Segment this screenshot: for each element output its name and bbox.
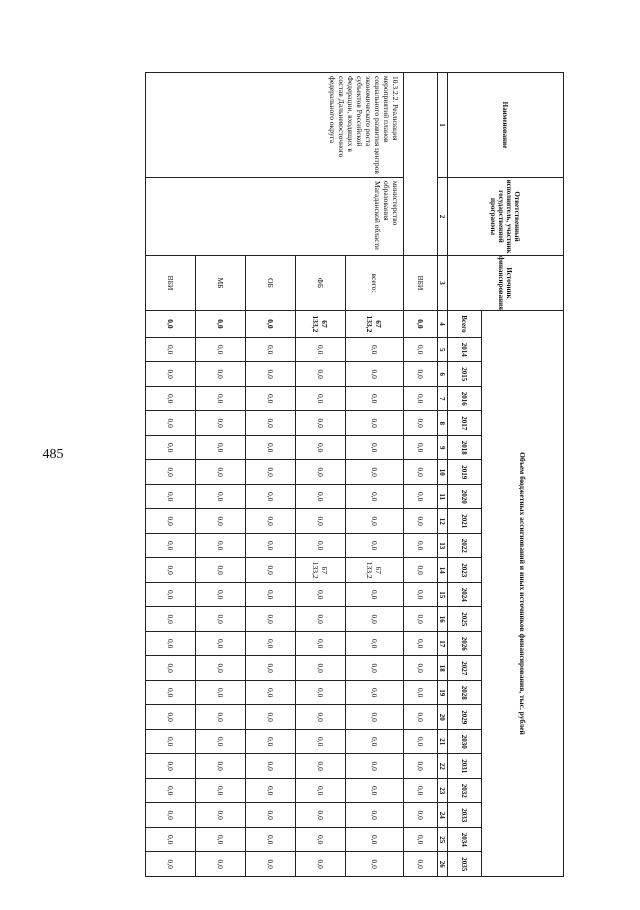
table-cell: 0,0 [346, 607, 404, 632]
table-cell: 0,0 [346, 827, 404, 852]
table-cell: 0,0 [246, 656, 296, 681]
table-cell: 0,0 [246, 362, 296, 387]
table-row-top [404, 73, 438, 877]
column-number: 18 [438, 656, 448, 681]
table-cell: 0,0 [196, 631, 246, 656]
table-cell: 0,0 [346, 533, 404, 558]
table-cell: 0,0 [296, 582, 346, 607]
table-cell: 0,0 [404, 484, 438, 509]
table-cell: 0,0 [246, 803, 296, 828]
page-number: 485 [42, 447, 64, 462]
table-cell: 0,0 [196, 680, 246, 705]
column-number: 22 [438, 754, 448, 779]
table-cell: 0,0 [246, 484, 296, 509]
header-volume: Объем бюджетных ассигнований и иных источников финансирования, тыс. рублей [482, 310, 564, 876]
header-year-2034: 2034 [448, 827, 482, 852]
table-cell: 0,0 [146, 656, 196, 681]
header-year-2025: 2025 [448, 607, 482, 632]
header-source: Источник финансирования [448, 256, 564, 311]
table-cell: 0,0 [196, 435, 246, 460]
table-cell: 0,0 [246, 337, 296, 362]
source-cell: ОБ [246, 256, 296, 311]
table-cell: 0,0 [196, 337, 246, 362]
table-cell: 0,0 [404, 582, 438, 607]
table-cell: 0,0 [296, 337, 346, 362]
table-cell: 0,0 [246, 754, 296, 779]
table-cell: 0,0 [196, 411, 246, 436]
table-cell: 0,0 [404, 607, 438, 632]
table-cell: 0,0 [346, 582, 404, 607]
table-cell: 0,0 [296, 852, 346, 877]
header-year-2026: 2026 [448, 631, 482, 656]
column-number-row [438, 73, 448, 877]
table-cell: 0,0 [196, 582, 246, 607]
source-cell: ВБИ [146, 256, 196, 311]
table-cell: 0,0 [346, 435, 404, 460]
table-cell: 0,0 [296, 607, 346, 632]
table-cell: 0,0 [246, 729, 296, 754]
table-cell: 0,0 [296, 631, 346, 656]
column-number: 19 [438, 680, 448, 705]
table-cell: 0,0 [404, 705, 438, 730]
header-total: Всего [448, 310, 482, 337]
table-cell: 0,0 [296, 778, 346, 803]
table-cell: 0,0 [246, 509, 296, 534]
table-cell: 0,0 [404, 558, 438, 583]
table-cell: 0,0 [296, 460, 346, 485]
table-cell: 0,0 [404, 337, 438, 362]
table-cell: 0,0 [296, 533, 346, 558]
table-cell: 0,0 [346, 460, 404, 485]
program-executor: министерство образования Магаданской области [146, 178, 404, 256]
table-cell: 0,0 [296, 362, 346, 387]
table-cell: 0,0 [296, 827, 346, 852]
table-cell: 0,0 [146, 533, 196, 558]
header-year-2018: 2018 [448, 435, 482, 460]
header-executor: Ответственный исполнитель, участник государственной программы [448, 178, 564, 256]
table-cell: 0,0 [404, 435, 438, 460]
table-cell: 0,0 [404, 827, 438, 852]
table-cell: 0,0 [404, 310, 438, 337]
table-cell: 0,0 [196, 852, 246, 877]
table-cell: 0,0 [296, 656, 346, 681]
header-year-2022: 2022 [448, 533, 482, 558]
table-cell: 0,0 [196, 484, 246, 509]
column-number: 12 [438, 509, 448, 534]
table-cell: 0,0 [146, 680, 196, 705]
table-cell: 0,0 [246, 533, 296, 558]
table-cell: 0,0 [246, 631, 296, 656]
column-number: 14 [438, 558, 448, 583]
header-year-2030: 2030 [448, 729, 482, 754]
program-name: 10.3.2.2. Реализация мероприятий планов социального развития центров экономического роста субъектов Российской Федерации, входящих в состав Дальневосточного федерального округа [146, 73, 404, 178]
table-cell: 0,0 [346, 656, 404, 681]
table-cell: 0,0 [296, 509, 346, 534]
table-cell: 0,0 [404, 656, 438, 681]
column-number: 13 [438, 533, 448, 558]
table-cell: 0,0 [246, 705, 296, 730]
header-year-2019: 2019 [448, 460, 482, 485]
table-cell: 0,0 [404, 778, 438, 803]
table-cell: 0,0 [146, 435, 196, 460]
table-cell: 0,0 [346, 680, 404, 705]
table-cell: 0,0 [296, 754, 346, 779]
header-year-2016: 2016 [448, 386, 482, 411]
table-cell: 0,0 [246, 680, 296, 705]
table-cell: 0,0 [246, 852, 296, 877]
financing-table [145, 72, 564, 877]
table-cell: 0,0 [196, 310, 246, 337]
table-cell: 0,0 [146, 484, 196, 509]
table-cell: 0,0 [146, 729, 196, 754]
table-cell: 0,0 [346, 754, 404, 779]
table-cell: 0,0 [246, 558, 296, 583]
table-cell: 0,0 [404, 460, 438, 485]
table-cell: 0,0 [404, 680, 438, 705]
table-cell: 0,0 [404, 852, 438, 877]
column-number: 1 [438, 73, 448, 178]
table-cell: 0,0 [246, 435, 296, 460]
header-row-1 [482, 73, 564, 877]
header-year-2014: 2014 [448, 337, 482, 362]
header-year-2021: 2021 [448, 509, 482, 534]
table-cell: 0,0 [146, 362, 196, 387]
table-cell: 0,0 [146, 386, 196, 411]
header-year-2023: 2023 [448, 558, 482, 583]
table-cell: 0,0 [246, 411, 296, 436]
table-cell: 0,0 [346, 631, 404, 656]
table-cell: 0,0 [146, 607, 196, 632]
table-cell: 0,0 [404, 631, 438, 656]
header-year-2015: 2015 [448, 362, 482, 387]
table-cell: 0,0 [196, 558, 246, 583]
table-cell: 0,0 [296, 705, 346, 730]
column-number: 15 [438, 582, 448, 607]
table-cell: 0,0 [196, 460, 246, 485]
table-cell: 0,0 [404, 411, 438, 436]
top-row-blank [404, 73, 438, 256]
table-cell: 0,0 [196, 607, 246, 632]
table-cell: 0,0 [196, 386, 246, 411]
table-cell: 0,0 [146, 827, 196, 852]
table-cell: 0,0 [346, 362, 404, 387]
table-cell: 0,0 [346, 411, 404, 436]
column-number: 24 [438, 803, 448, 828]
table-cell: 0,0 [346, 484, 404, 509]
column-number: 23 [438, 778, 448, 803]
column-number: 26 [438, 852, 448, 877]
table-cell: 0,0 [196, 705, 246, 730]
table-cell: 0,0 [146, 310, 196, 337]
header-year-2033: 2033 [448, 803, 482, 828]
table-cell: 0,0 [404, 509, 438, 534]
table-row [346, 73, 404, 877]
table-cell: 0,0 [196, 362, 246, 387]
column-number: 10 [438, 460, 448, 485]
financing-table-body [146, 73, 564, 877]
table-cell: 0,0 [146, 582, 196, 607]
column-number: 4 [438, 310, 448, 337]
header-year-2029: 2029 [448, 705, 482, 730]
column-number: 3 [438, 256, 448, 311]
column-number: 2 [438, 178, 448, 256]
table-cell: 0,0 [146, 754, 196, 779]
table-cell: 67 133,2 [346, 310, 404, 337]
table-cell: 0,0 [246, 310, 296, 337]
table-cell: 0,0 [246, 460, 296, 485]
table-cell: 0,0 [146, 705, 196, 730]
header-year-2027: 2027 [448, 656, 482, 681]
table-cell: 0,0 [196, 778, 246, 803]
header-name: Наименование [448, 73, 564, 178]
table-cell: 0,0 [346, 386, 404, 411]
table-cell: 0,0 [146, 460, 196, 485]
table-cell: 67 133,2 [296, 558, 346, 583]
table-cell: 0,0 [146, 337, 196, 362]
table-cell: 0,0 [296, 411, 346, 436]
table-cell: 0,0 [196, 827, 246, 852]
table-cell: 0,0 [146, 852, 196, 877]
table-cell: 0,0 [146, 778, 196, 803]
column-number: 9 [438, 435, 448, 460]
table-cell: 0,0 [246, 582, 296, 607]
table-cell: 0,0 [404, 803, 438, 828]
header-year-2031: 2031 [448, 754, 482, 779]
header-year-2024: 2024 [448, 582, 482, 607]
table-cell: 0,0 [246, 827, 296, 852]
table-cell: 0,0 [296, 680, 346, 705]
table-cell: 0,0 [296, 386, 346, 411]
table-cell: 0,0 [196, 729, 246, 754]
table-cell: 0,0 [146, 558, 196, 583]
header-year-2028: 2028 [448, 680, 482, 705]
table-cell: 0,0 [404, 386, 438, 411]
column-number: 11 [438, 484, 448, 509]
table-cell: 0,0 [404, 729, 438, 754]
header-year-2035: 2035 [448, 852, 482, 877]
table-cell: 0,0 [146, 509, 196, 534]
table-cell: 0,0 [404, 362, 438, 387]
column-number: 20 [438, 705, 448, 730]
table-cell: 0,0 [196, 509, 246, 534]
table-cell: 0,0 [296, 484, 346, 509]
table-cell: 0,0 [196, 533, 246, 558]
source-cell: всего: [346, 256, 404, 311]
column-number: 8 [438, 411, 448, 436]
table-cell: 0,0 [346, 852, 404, 877]
table-cell: 0,0 [296, 435, 346, 460]
header-year-2020: 2020 [448, 484, 482, 509]
column-number: 21 [438, 729, 448, 754]
top-row-source: ВБИ [404, 256, 438, 311]
table-cell: 0,0 [296, 729, 346, 754]
table-cell: 0,0 [146, 411, 196, 436]
table-cell: 0,0 [246, 386, 296, 411]
table-cell: 0,0 [196, 656, 246, 681]
table-cell: 0,0 [404, 754, 438, 779]
table-cell: 0,0 [404, 533, 438, 558]
table-cell: 0,0 [296, 803, 346, 828]
table-cell: 0,0 [146, 631, 196, 656]
column-number: 6 [438, 362, 448, 387]
table-cell: 0,0 [246, 607, 296, 632]
table-cell: 0,0 [146, 803, 196, 828]
table-cell: 0,0 [196, 754, 246, 779]
column-number: 7 [438, 386, 448, 411]
table-cell: 0,0 [346, 803, 404, 828]
table-cell: 0,0 [346, 778, 404, 803]
header-year-2017: 2017 [448, 411, 482, 436]
table-cell: 0,0 [346, 705, 404, 730]
table-cell: 0,0 [346, 337, 404, 362]
table-cell: 0,0 [196, 803, 246, 828]
column-number: 17 [438, 631, 448, 656]
table-cell: 0,0 [346, 729, 404, 754]
source-cell: МБ [196, 256, 246, 311]
table-cell: 0,0 [246, 778, 296, 803]
table-cell: 67 133,2 [346, 558, 404, 583]
table-cell: 67 133,2 [296, 310, 346, 337]
column-number: 25 [438, 827, 448, 852]
column-number: 5 [438, 337, 448, 362]
table-cell: 0,0 [346, 509, 404, 534]
header-year-2032: 2032 [448, 778, 482, 803]
source-cell: ФБ [296, 256, 346, 311]
column-number: 16 [438, 607, 448, 632]
